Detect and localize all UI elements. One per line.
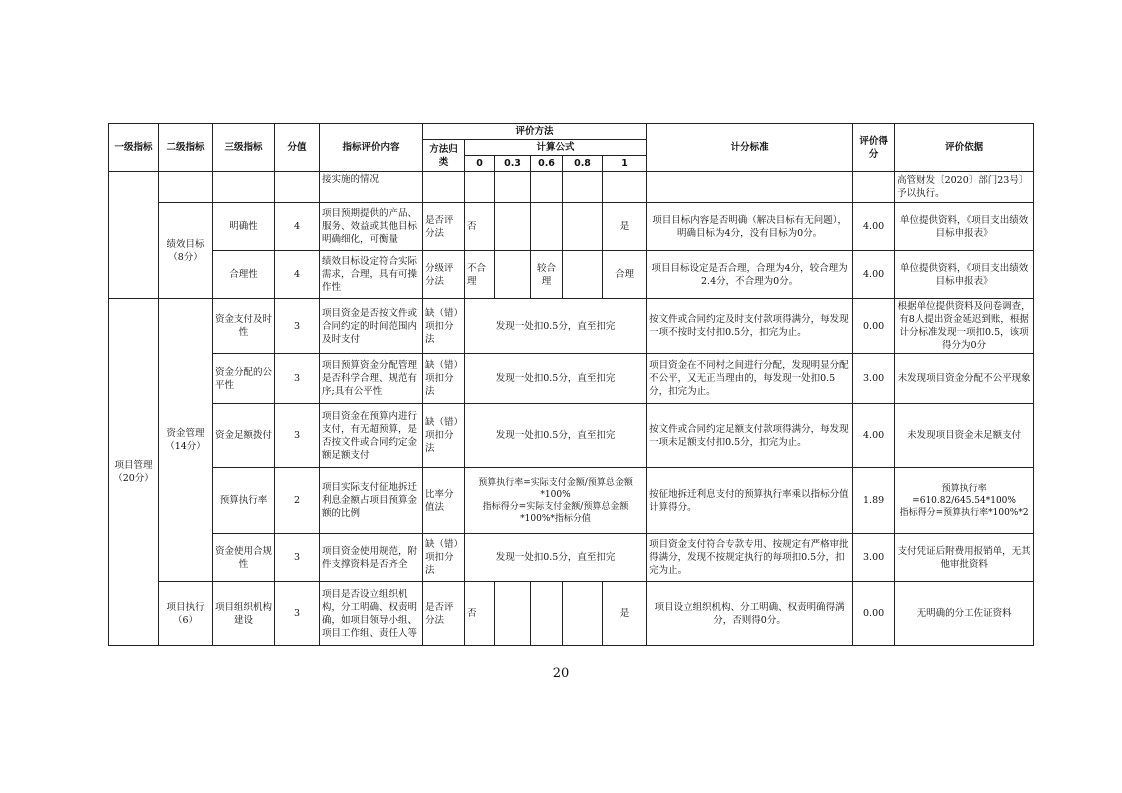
table-row <box>109 468 1034 534</box>
cell-level3: 资金支付及时性 <box>213 299 275 354</box>
cell-level3: 资金分配的公平性 <box>213 354 275 404</box>
cell-formula: 发现一处扣0.5分，直至扣完 <box>465 299 647 354</box>
table-row <box>109 172 1034 203</box>
col-method-type: 方法归类 <box>423 140 465 172</box>
cell-formula: 发现一处扣0.5分，直至扣完 <box>465 534 647 582</box>
cell-content: 接实施的情况 <box>320 172 423 203</box>
cell-basis: 单位提供资料，《项目支出绩效目标申报表》 <box>895 203 1034 251</box>
col-eval-score: 评价得分 <box>853 124 895 172</box>
cell-method: 缺（错）项扣分法 <box>423 354 465 404</box>
level2-fund-mgmt: 资金管理（14分） <box>159 299 213 582</box>
cell-formula-06: 较合理 <box>531 251 563 299</box>
cell-formula: 发现一处扣0.5分，直至扣完 <box>465 354 647 404</box>
col-basis: 评价依据 <box>895 124 1034 172</box>
cell-content: 项目资金使用规范，附件支撑资料是否齐全 <box>320 534 423 582</box>
basis-score: 指标得分=预算执行率*100%*2 <box>899 507 1029 518</box>
cell-level3: 项目组织机构建设 <box>213 582 275 646</box>
table-row <box>109 299 1034 354</box>
cell-content: 项目资金在预算内进行支付，有无超预算，是否按文件或合同约定金额足额支付 <box>320 404 423 468</box>
table-row <box>109 354 1034 404</box>
cell-formula-1: 是 <box>603 582 647 646</box>
cell-content: 项目资金是否按文件或合同约定的时间范围内及时支付 <box>320 299 423 354</box>
table-row <box>109 251 1034 299</box>
cell-method: 比率分值法 <box>423 468 465 534</box>
cell-basis: 支付凭证后附费用报销单，无其他审批资料 <box>895 534 1034 582</box>
col-standard: 计分标准 <box>647 124 853 172</box>
cell-standard: 按征地拆迁利息支付的预算执行率乘以指标分值计算得分。 <box>647 468 853 534</box>
cell-score: 3 <box>275 534 320 582</box>
cell-method: 是否评分法 <box>423 203 465 251</box>
cell-eval: 4.00 <box>853 404 895 468</box>
evaluation-table <box>108 123 1034 646</box>
level1-proj-mgmt: 项目管理（20分） <box>109 299 159 646</box>
cell-content: 项目预期提供的产品、服务、效益或其他目标明确细化，可衡量 <box>320 203 423 251</box>
cell-standard: 项目资金在不同村之间进行分配，发现明显分配不公平，又无正当理由的，每发现一处扣0.5分，扣完为止。 <box>647 354 853 404</box>
cell-eval: 4.00 <box>853 251 895 299</box>
formula-col-0: 0 <box>465 156 495 172</box>
col-level2: 二级指标 <box>159 124 213 172</box>
cell-score: 3 <box>275 404 320 468</box>
col-method: 评价方法 <box>423 124 647 140</box>
cell-score: 3 <box>275 354 320 404</box>
cell-eval: 3.00 <box>853 354 895 404</box>
cell-basis <box>895 468 1034 534</box>
cell-standard: 项目资金支付符合专款专用、按规定有严格审批得满分，发现不按规定执行的每项扣0.5分，扣完为止。 <box>647 534 853 582</box>
cell-score: 3 <box>275 582 320 646</box>
cell-level3: 资金使用合规性 <box>213 534 275 582</box>
cell-method: 缺（错）项扣分法 <box>423 404 465 468</box>
cell-eval: 0.00 <box>853 582 895 646</box>
cell-basis: 无明确的分工佐证资料 <box>895 582 1034 646</box>
cell-score: 2 <box>275 468 320 534</box>
cell-standard: 项目目标设定是否合理，合理为4分，较合理为2.4分，不合理为0分。 <box>647 251 853 299</box>
cell-score: 3 <box>275 299 320 354</box>
cell-formula: 发现一处扣0.5分，直至扣完 <box>465 404 647 468</box>
formula-col-1: 1 <box>603 156 647 172</box>
level2-proj-exec: 项目执行（6） <box>159 582 213 646</box>
formula-col-08: 0.8 <box>563 156 603 172</box>
cell-level3: 预算执行率 <box>213 468 275 534</box>
cell-formula-0: 否 <box>465 203 495 251</box>
col-level1: 一级指标 <box>109 124 159 172</box>
col-formula: 计算公式 <box>465 140 647 156</box>
cell-level3: 资金足额拨付 <box>213 404 275 468</box>
cell-basis: 高管财发〔2020〕部门23号〕予以执行。 <box>895 172 1034 203</box>
col-level3: 三级指标 <box>213 124 275 172</box>
col-score: 分值 <box>275 124 320 172</box>
cell-method: 是否评分法 <box>423 582 465 646</box>
cell-standard: 按文件或合同约定及时支付款项得满分，每发现一项不按时支付扣0.5分，扣完为止。 <box>647 299 853 354</box>
cell-content: 项目是否设立组织机构，分工明确、权责明确，如项目领导小组、项目工作组、责任人等 <box>320 582 423 646</box>
col-content: 指标评价内容 <box>320 124 423 172</box>
formula-exec-rate: 预算执行率=实际支付金额/预算总金额*100% <box>478 477 633 500</box>
cell-method: 缺（错）项扣分法 <box>423 299 465 354</box>
cell-eval: 3.00 <box>853 534 895 582</box>
cell-level3: 明确性 <box>213 203 275 251</box>
cell-content: 绩效目标设定符合实际需求，合理，具有可操作性 <box>320 251 423 299</box>
cell-eval: 1.89 <box>853 468 895 534</box>
cell-standard: 项目设立组织机构、分工明确、权责明确得满分，否则得0分。 <box>647 582 853 646</box>
cell-eval: 4.00 <box>853 203 895 251</box>
formula-col-06: 0.6 <box>531 156 563 172</box>
cell-score: 4 <box>275 251 320 299</box>
table-row <box>109 203 1034 251</box>
cell-method: 分级评分法 <box>423 251 465 299</box>
cell-formula-1: 是 <box>603 203 647 251</box>
table-row <box>109 534 1034 582</box>
cell-basis: 根据单位提供资料及问卷调查，有8人提出资金延迟到账，根据计分标准发现一项扣0.5，该项得分为0分 <box>895 299 1034 354</box>
cell-content: 项目实际支付征地拆迁利息金额占项目预算金额的比例 <box>320 468 423 534</box>
formula-col-03: 0.3 <box>495 156 531 172</box>
cell-content: 项目预算资金分配管理是否科学合理、规范有序;具有公平性 <box>320 354 423 404</box>
cell-formula-0: 不合理 <box>465 251 495 299</box>
cell-formula-0: 否 <box>465 582 495 646</box>
cell-standard: 项目目标内容是否明确（解决目标有无问题），明确目标为4分，没有目标为0分。 <box>647 203 853 251</box>
cell-standard: 按文件或合同约定足额支付款项得满分，每发现一项未足额支付扣0.5分，扣完为止。 <box>647 404 853 468</box>
cell-level3: 合理性 <box>213 251 275 299</box>
cell-basis: 单位提供资料，《项目支出绩效目标申报表》 <box>895 251 1034 299</box>
cell-eval: 0.00 <box>853 299 895 354</box>
cell-score: 4 <box>275 203 320 251</box>
table-row <box>109 404 1034 468</box>
cell-formula <box>465 468 647 534</box>
formula-score: 指标得分=实际支付金额/预算总金额*100%*指标分值 <box>482 501 629 524</box>
basis-exec-rate: 预算执行率=610.82/645.54*100% <box>912 483 1016 506</box>
header-row-1 <box>109 124 1034 140</box>
cell-formula-1: 合理 <box>603 251 647 299</box>
level2-perf-goal: 绩效目标（8分） <box>159 203 213 299</box>
cell-method: 缺（错）项扣分法 <box>423 534 465 582</box>
table-row <box>109 582 1034 646</box>
page-number: 20 <box>552 666 570 681</box>
cell-basis: 未发现项目资金分配不公平现象 <box>895 354 1034 404</box>
cell-basis: 未发现项目资金未足额支付 <box>895 404 1034 468</box>
